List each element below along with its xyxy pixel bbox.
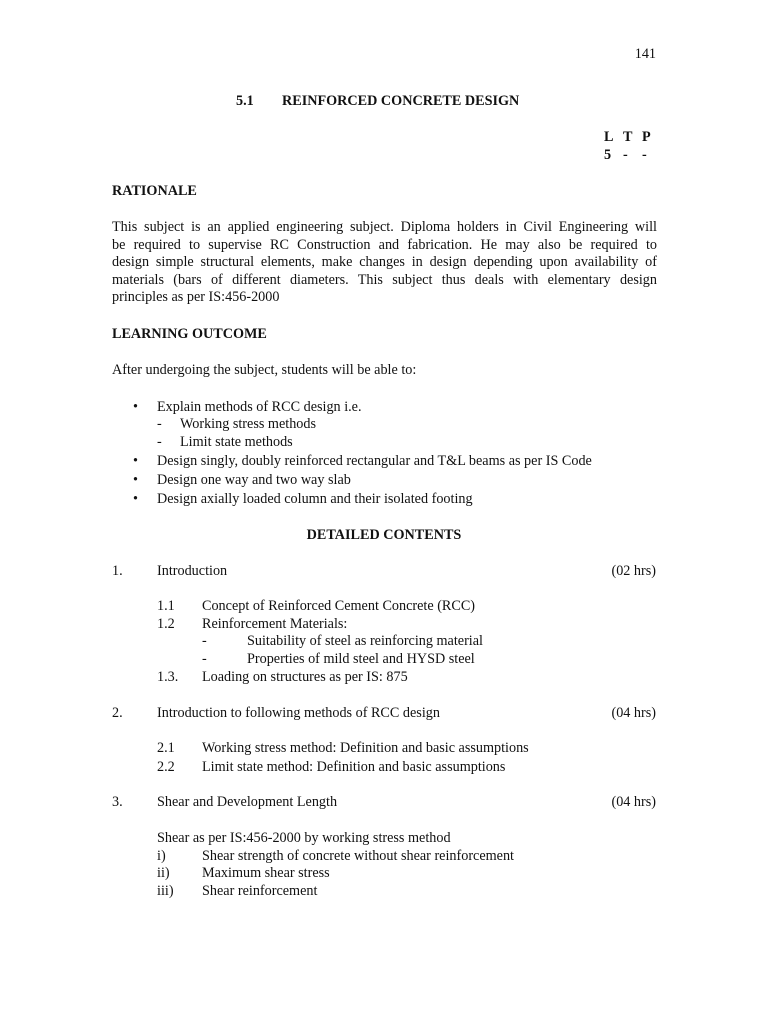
sub-item-dash: - bbox=[157, 434, 162, 450]
rationale-line: principles as per IS:456-2000 bbox=[112, 289, 280, 306]
topic-hours: (04 hrs) bbox=[611, 705, 656, 721]
subtopic-text: Limit state method: Definition and basic assumptions bbox=[202, 759, 506, 775]
bullet-icon: • bbox=[133, 472, 138, 488]
subtopic-number: ii) bbox=[157, 865, 170, 881]
topic-number: 3. bbox=[112, 794, 123, 810]
rationale-line: materials (bars of different diameters. This subject thus deals with elementary design bbox=[112, 271, 657, 288]
subtopic-number: 2.2 bbox=[157, 759, 175, 775]
ltp-l-value: 5 bbox=[604, 147, 612, 163]
ltp-l: L bbox=[604, 129, 614, 145]
topic-number: 1. bbox=[112, 563, 123, 579]
bullet-item: Design singly, doubly reinforced rectangular and T&L beams as per IS Code bbox=[157, 453, 592, 469]
topic-title: Introduction bbox=[157, 563, 228, 579]
subtopic-text: Reinforcement Materials: bbox=[202, 616, 348, 632]
sub-item: Limit state methods bbox=[180, 434, 293, 450]
topic-hours: (02 hrs) bbox=[611, 563, 656, 579]
topic-title: Introduction to following methods of RCC design bbox=[157, 705, 440, 721]
subtopic-text: Shear strength of concrete without shear reinforcement bbox=[202, 848, 515, 864]
bullet-item: Design axially loaded column and their isolated footing bbox=[157, 491, 473, 507]
topic-title: Shear and Development Length bbox=[157, 794, 338, 810]
title-text: REINFORCED CONCRETE DESIGN bbox=[282, 93, 520, 109]
subtopic-dash: - bbox=[202, 633, 207, 649]
page-number: 141 bbox=[634, 46, 656, 62]
ltp-p-value: - bbox=[642, 147, 647, 163]
bullet-item: Design one way and two way slab bbox=[157, 472, 351, 488]
subtopic-text: Properties of mild steel and HYSD steel bbox=[247, 651, 475, 667]
subtopic-text: Loading on structures as per IS: 875 bbox=[202, 669, 408, 685]
subtopic-text: Shear reinforcement bbox=[202, 883, 318, 899]
rationale-line: design simple structural elements, make changes in design depending upon availability of bbox=[112, 254, 657, 271]
title-number: 5.1 bbox=[236, 93, 254, 109]
ltp-p: P bbox=[642, 129, 651, 145]
rationale-line: This subject is an applied engineering subject. Diploma holders in Civil Engineering will bbox=[112, 219, 657, 235]
topic-intro: Shear as per IS:456-2000 by working stress method bbox=[157, 830, 451, 846]
subtopic-number: 2.1 bbox=[157, 740, 175, 756]
topic-hours: (04 hrs) bbox=[611, 794, 656, 810]
subtopic-dash: - bbox=[202, 651, 207, 667]
ltp-t: T bbox=[623, 129, 633, 145]
subtopic-text: Working stress method: Definition and basic assumptions bbox=[202, 740, 529, 756]
subtopic-number: i) bbox=[157, 848, 166, 864]
sub-item-dash: - bbox=[157, 416, 162, 432]
subtopic-number: iii) bbox=[157, 883, 174, 899]
ltp-header bbox=[604, 129, 661, 147]
document-title bbox=[236, 93, 519, 111]
ltp-t-value: - bbox=[623, 147, 628, 163]
subtopic-number: 1.1 bbox=[157, 598, 175, 614]
bullet-icon: • bbox=[133, 453, 138, 469]
subtopic-text: Suitability of steel as reinforcing material bbox=[247, 633, 483, 649]
bullet-item: Explain methods of RCC design i.e. bbox=[157, 399, 362, 415]
detailed-contents-heading: DETAILED CONTENTS bbox=[306, 527, 462, 543]
topic-number: 2. bbox=[112, 705, 123, 721]
sub-item: Working stress methods bbox=[180, 416, 316, 432]
learning-outcome-heading: LEARNING OUTCOME bbox=[112, 326, 267, 342]
bullet-icon: • bbox=[133, 399, 138, 415]
subtopic-number: 1.3. bbox=[157, 669, 179, 685]
subtopic-number: 1.2 bbox=[157, 616, 175, 632]
bullet-icon: • bbox=[133, 491, 138, 507]
rationale-line: be required to supervise RC Construction and fabrication. He may also be required to bbox=[112, 236, 657, 253]
learning-outcome-intro: After undergoing the subject, students will be able to: bbox=[112, 362, 417, 378]
rationale-heading: RATIONALE bbox=[112, 183, 197, 199]
ltp-values bbox=[604, 147, 661, 165]
subtopic-text: Concept of Reinforced Cement Concrete (RCC) bbox=[202, 598, 476, 614]
subtopic-text: Maximum shear stress bbox=[202, 865, 330, 881]
rationale-paragraph bbox=[112, 219, 657, 307]
